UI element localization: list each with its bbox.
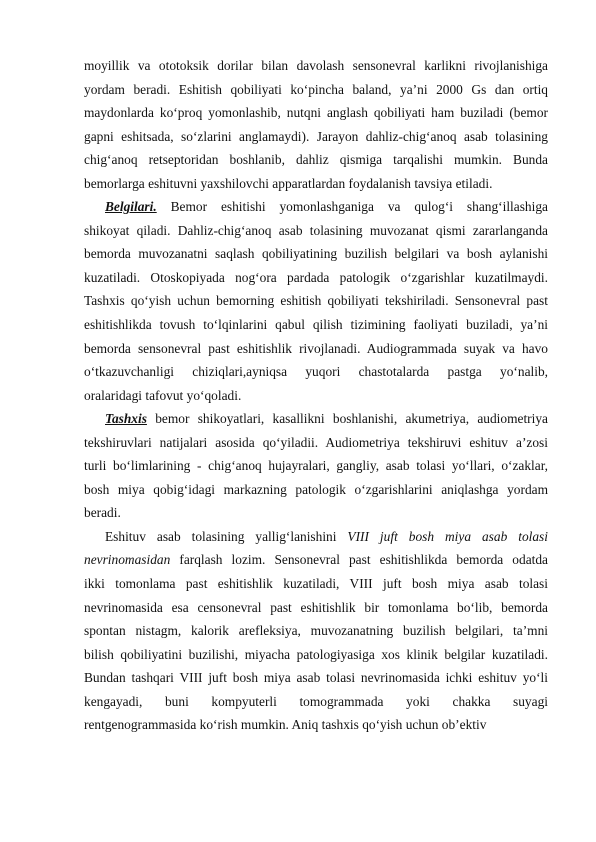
text-line: bilish qobiliyatini buzilishi, miyacha patologiyasiga xos klinik belgilar kuzatiladi. <box>84 646 548 662</box>
text-run: Eshituv asab tolasining yallig‘lanishini <box>105 528 348 544</box>
text-line <box>84 525 548 549</box>
text-line <box>84 548 548 572</box>
text-line: bemorda muvozanatni saqlash qobiliyatining buzilish belgilari va bosh aylanishi <box>84 246 548 262</box>
text-line: gapni eshitsada, so‘zlarini anglamaydi). Jarayon dahliz-chig‘anoq asab tolasining <box>84 128 548 144</box>
text-line: nevrinomasida esa censonevral past eshitishlik bir tomonlama bo‘lib, bemorda <box>84 599 548 615</box>
text-line: o‘tkazuvchanligi chiziqlari,ayniqsa yuqori chastotalarda pastga yo‘nalib, <box>84 364 548 380</box>
text-line <box>84 407 548 431</box>
paragraph-1 <box>84 54 548 195</box>
text-run: farqlash lozim. Sensonevral past eshitishlikda bemorda odatda <box>170 552 548 568</box>
text-line: bosh miya qobig‘idagi markazning patologik o‘zgarishlarini aniqlashga yordam <box>84 481 548 497</box>
text-line: moyillik va ototoksik dorilar bilan davolash sensonevral karlikni rivojlanishiga <box>84 58 548 73</box>
text-line <box>84 195 548 219</box>
text-line: Bundan tashqari VIII juft bosh miya asab tolasi nevrinomasida ichki eshituv yo‘li <box>84 670 548 686</box>
text-line: shikoyat qiladi. Dahliz-chig‘anoq asab tolasining muvozanat qismi zararlanganda <box>84 222 548 238</box>
paragraph-4 <box>84 525 548 737</box>
text-line: oralaridagi tafovut yo‘qoladi. <box>84 387 242 403</box>
text-line: eshitishlikda tovush to‘lqinlarini qabul qilish tizimining faoliyati buziladi, ya’ni <box>84 317 548 333</box>
text-line: bemorlarga eshituvni yaxshilovchi apparatlardan foydalanish tavsiya etiladi. <box>84 175 493 191</box>
text-line: bemorda sensonevral past eshitishlik rivojlanadi. Audiogrammada suyak va havo <box>84 340 548 356</box>
text-run: bemor shikoyatlari, kasallikni boshlanishi, akumetriya, audiometriya <box>146 411 548 427</box>
italic-term: VIII juft bosh miya asab tolasi <box>347 528 548 544</box>
text-line: kuzatiladi. Otoskopiyada nog‘ora pardada patologik o‘zgarishlar kuzatilmaydi. <box>84 269 548 285</box>
text-line: beradi. <box>84 505 121 521</box>
text-run: Bemor eshitishi yomonlashganiga va qulog‘i shang‘illashiga <box>156 199 548 215</box>
text-line: yordam beradi. Eshitish qobiliyati ko‘pincha baland, ya’ni 2000 Gs dan ortiq <box>84 81 548 97</box>
text-line: turli bo‘limlarining - chig‘anoq hujayralari, gangliy, asab tolasi yo‘llari, o‘zaklar, <box>84 458 548 474</box>
text-line: spontan nistagm, kalorik arefleksiya, muvozanatning buzilish belgilari, ta’mni <box>84 623 548 639</box>
text-line: tekshiruvlari natijalari asosida qo‘yiladii. Audiometriya tekshiruvi eshituv a’zosi <box>84 434 548 450</box>
text-line: kengayadi, buni kompyuterli tomogrammada yoki chakka suyagi <box>84 693 548 709</box>
text-line: ikki tomonlama past eshitishlik kuzatiladi, VIII juft bosh miya asab tolasi <box>84 576 548 592</box>
text-line: chig‘anoq retseptoridan boshlanib, dahliz qismiga tarqalishi mumkin. Bunda <box>84 152 548 168</box>
text-line: Tashxis qo‘yish uchun bemorning eshitish qobiliyati tekshiriladi. Sensonevral past <box>84 293 548 309</box>
text-line: rentgenogrammasida ko‘rish mumkin. Aniq tashxis qo‘yish uchun ob’ektiv <box>84 717 487 733</box>
paragraph-3 <box>84 407 548 525</box>
section-term-belgilari: Belgilari. <box>105 199 157 215</box>
italic-term: nevrinomasidan <box>84 552 171 568</box>
text-line: maydonlarda ko‘proq yomonlashib, nutqni anglash qobiliyati ham buziladi (bemor <box>84 105 548 121</box>
section-term-tashxis: Tashxis <box>105 411 147 427</box>
paragraph-2 <box>84 195 548 407</box>
